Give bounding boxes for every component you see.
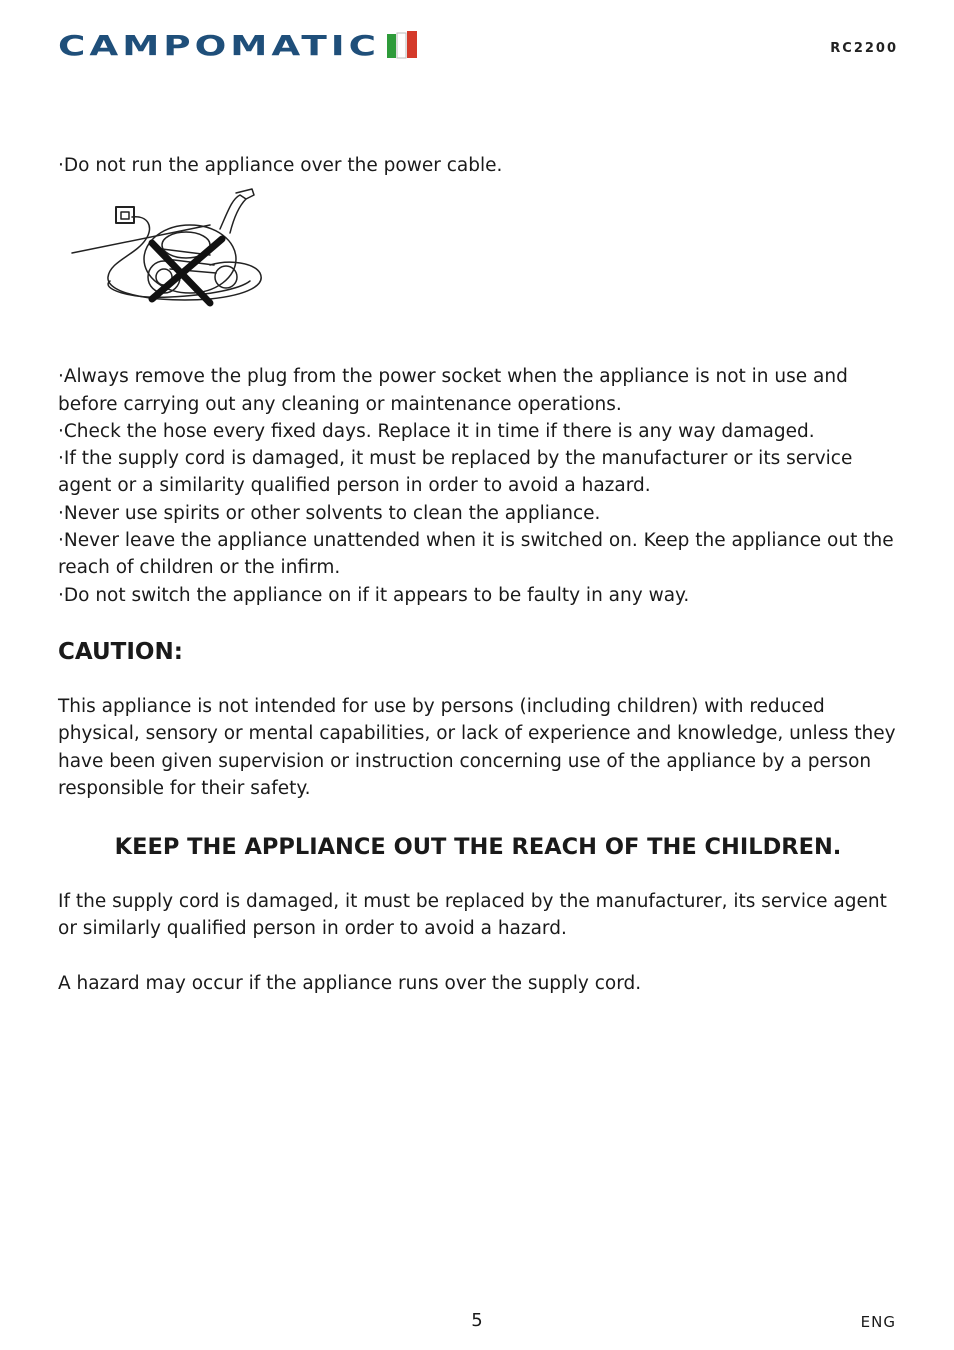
italian-flag-icon <box>386 31 418 59</box>
bullet-item: ·Do not switch the appliance on if it appears to be faulty in any way. <box>58 584 690 606</box>
intro-warning: ·Do not run the appliance over the power cable. <box>58 155 503 176</box>
caution-heading: CAUTION: <box>58 638 183 665</box>
bullet-item: ·Check the hose every fixed days. Replace it in time if there is any way damaged. <box>58 420 815 442</box>
brand-name: CAMPOMATIC <box>58 29 380 62</box>
bullet-item: ·If the supply cord is damaged, it must be replaced by the manufacturer or its service agent or a similarity qualified person in order to avoid a hazard. <box>58 448 853 497</box>
language-code: ENG <box>860 1313 896 1331</box>
bullet-item: ·Never use spirits or other solvents to clean the appliance. <box>58 502 601 524</box>
hazard-paragraph: A hazard may occur if the appliance runs over the supply cord. <box>58 972 642 994</box>
campomatic-logo <box>58 28 420 62</box>
supply-cord-paragraph: If the supply cord is damaged, it must be replaced by the manufacturer, its service agent or similarly qualified person in order to avoid a hazard. <box>58 891 887 940</box>
model-number: RC2200 <box>830 41 898 56</box>
document-body <box>58 152 898 997</box>
children-warning-heading: KEEP THE APPLIANCE OUT THE REACH OF THE CHILDREN. <box>114 834 842 861</box>
caution-text: This appliance is not intended for use by persons (including children) with reduced physical, sensory or mental capabilities, or lack of experience and knowledge, unless they have been given supervision or instruction concerning use of the appliance by a person responsible for their safety. <box>58 695 896 799</box>
page-header <box>58 28 898 68</box>
page-number: 5 <box>471 1310 483 1331</box>
bullet-item: ·Never leave the appliance unattended when it is switched on. Keep the appliance out the reach of children or the infirm. <box>58 530 894 579</box>
vacuum-cleaner-over-cable-crossed-icon <box>70 185 270 315</box>
bullet-item: ·Always remove the plug from the power socket when the appliance is not in use and before carrying out any cleaning or maintenance operations. <box>58 366 848 415</box>
